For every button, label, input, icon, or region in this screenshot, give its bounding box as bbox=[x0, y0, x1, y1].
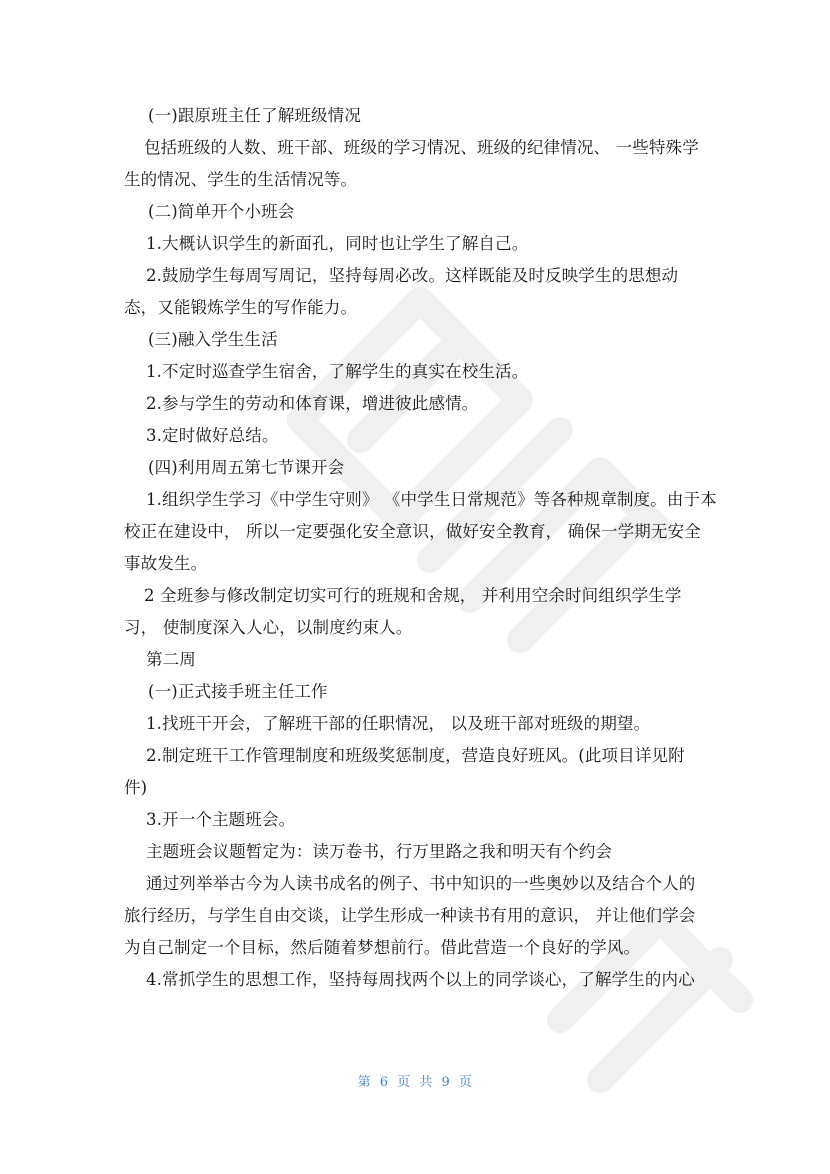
text-line: 事故发生。 bbox=[124, 554, 208, 573]
document-body bbox=[124, 100, 717, 996]
text-line: 3.开一个主题班会。 bbox=[146, 810, 296, 829]
text-line: 通过列举举古今为人读书成名的例子、书中知识的一些奥妙以及结合个人的 bbox=[146, 874, 696, 893]
text-line: 2.鼓励学生每周写周记，坚持每周必改。这样既能及时反映学生的思想动 bbox=[146, 266, 679, 285]
text-line: 2.制定班干工作管理制度和班级奖惩制度，营造良好班风。(此项目详见附 bbox=[146, 746, 685, 765]
text-line: 1.组织学生学习《中学生守则》 《中学生日常规范》等各种规章制度。由于本 bbox=[146, 490, 717, 509]
text-line: 件) bbox=[124, 778, 148, 797]
text-line: 校正在建设中， 所以一定要强化安全意识，做好安全教育， 确保一学期无安全 bbox=[124, 522, 701, 541]
text-line: 1.大概认识学生的新面孔，同时也让学生了解自己。 bbox=[146, 234, 529, 253]
text-line: 1.不定时巡查学生宿舍，了解学生的真实在校生活。 bbox=[146, 362, 529, 381]
text-line: 3.定时做好总结。 bbox=[146, 426, 279, 445]
text-line: 包括班级的人数、班干部、班级的学习情况、班级的纪律情况、 一些特殊学 bbox=[144, 138, 699, 157]
text-line: (三)融入学生生活 bbox=[148, 330, 278, 349]
text-line: 习， 使制度深入人心，以制度约束人。 bbox=[124, 618, 413, 637]
text-line: (四)利用周五第七节课开会 bbox=[148, 458, 345, 477]
text-line: 2.参与学生的劳动和体育课，增进彼此感情。 bbox=[146, 394, 479, 413]
text-line: 生的情况、学生的生活情况等。 bbox=[124, 170, 358, 189]
text-line: 为自己制定一个目标，然后随着梦想前行。借此营造一个良好的学风。 bbox=[124, 938, 641, 957]
text-line: 1.找班干开会，了解班干部的任职情况， 以及班干部对班级的期望。 bbox=[146, 714, 651, 733]
text-line: 主题班会议题暂定为：读万卷书，行万里路之我和明天有个约会 bbox=[146, 842, 613, 861]
text-line: 旅行经历，与学生自由交谈，让学生形成一种读书有用的意识， 并让他们学会 bbox=[124, 906, 696, 925]
text-line: (二)简单开个小班会 bbox=[148, 202, 295, 221]
page-number: 第 6 页 共 9 页 bbox=[357, 1075, 473, 1090]
text-line: 2 全班参与修改制定切实可行的班规和舍规， 并利用空余时间组织学生学 bbox=[144, 586, 682, 605]
text-line: 4.常抓学生的思想工作，坚持每周找两个以上的同学谈心，了解学生的内心 bbox=[146, 970, 695, 989]
text-line: 第二周 bbox=[146, 650, 196, 669]
text-line: (一)正式接手班主任工作 bbox=[148, 682, 328, 701]
text-line: 态，又能锻炼学生的写作能力。 bbox=[124, 298, 358, 317]
text-line: (一)跟原班主任了解班级情况 bbox=[148, 106, 361, 125]
